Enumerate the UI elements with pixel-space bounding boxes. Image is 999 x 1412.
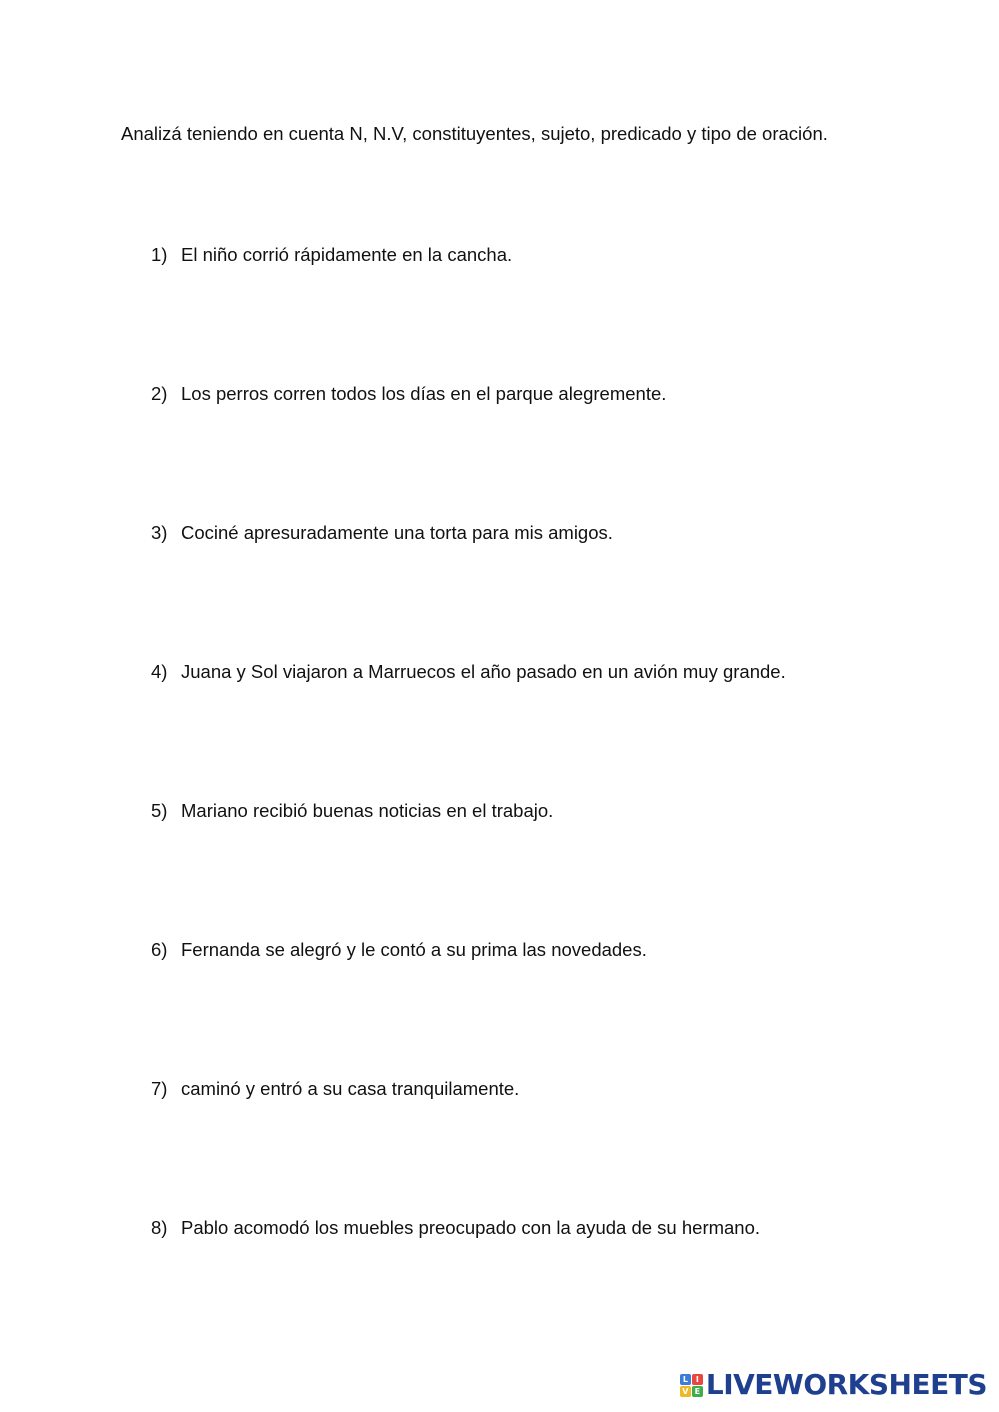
logo-mark-e: E [692, 1386, 703, 1397]
exercise-number: 3) [151, 522, 168, 543]
exercise-sentence: Los perros corren todos los días en el parque alegremente. [181, 383, 667, 404]
logo-text: LIVEWORKSHEETS [705, 1368, 987, 1401]
logo-mark-l: L [680, 1374, 691, 1385]
logo-mark-icon [680, 1374, 703, 1397]
exercise-number: 1) [151, 244, 168, 265]
exercise-item-8 [151, 1216, 911, 1240]
exercise-item-3 [151, 521, 911, 545]
exercise-sentence: Cociné apresuradamente una torta para mis amigos. [181, 522, 613, 543]
logo-mark-i: I [692, 1374, 703, 1385]
exercise-item-2 [151, 382, 911, 406]
exercise-item-1 [151, 243, 911, 267]
exercise-item-7 [151, 1077, 911, 1101]
exercise-item-6 [151, 938, 911, 962]
liveworksheets-logo[interactable] [680, 1368, 987, 1402]
exercise-number: 4) [151, 661, 168, 682]
exercise-sentence: El niño corrió rápidamente en la cancha. [181, 244, 513, 265]
exercise-number: 6) [151, 939, 168, 960]
exercise-sentence: Fernanda se alegró y le contó a su prima las novedades. [181, 939, 647, 960]
logo-mark-v: V [680, 1386, 691, 1397]
exercise-sentence: caminó y entró a su casa tranquilamente. [181, 1078, 520, 1099]
exercise-number: 8) [151, 1217, 168, 1238]
exercise-number: 5) [151, 800, 168, 821]
exercise-number: 7) [151, 1078, 168, 1099]
exercise-sentence: Pablo acomodó los muebles preocupado con la ayuda de su hermano. [181, 1217, 761, 1238]
exercise-item-4 [151, 660, 911, 684]
exercise-item-5 [151, 799, 911, 823]
exercise-sentence: Mariano recibió buenas noticias en el trabajo. [181, 800, 554, 821]
exercise-number: 2) [151, 383, 168, 404]
exercise-sentence: Juana y Sol viajaron a Marruecos el año pasado en un avión muy grande. [181, 661, 786, 682]
instructions-text: Analizá teniendo en cuenta N, N.V, constituyentes, sujeto, predicado y tipo de oración. [121, 123, 828, 144]
